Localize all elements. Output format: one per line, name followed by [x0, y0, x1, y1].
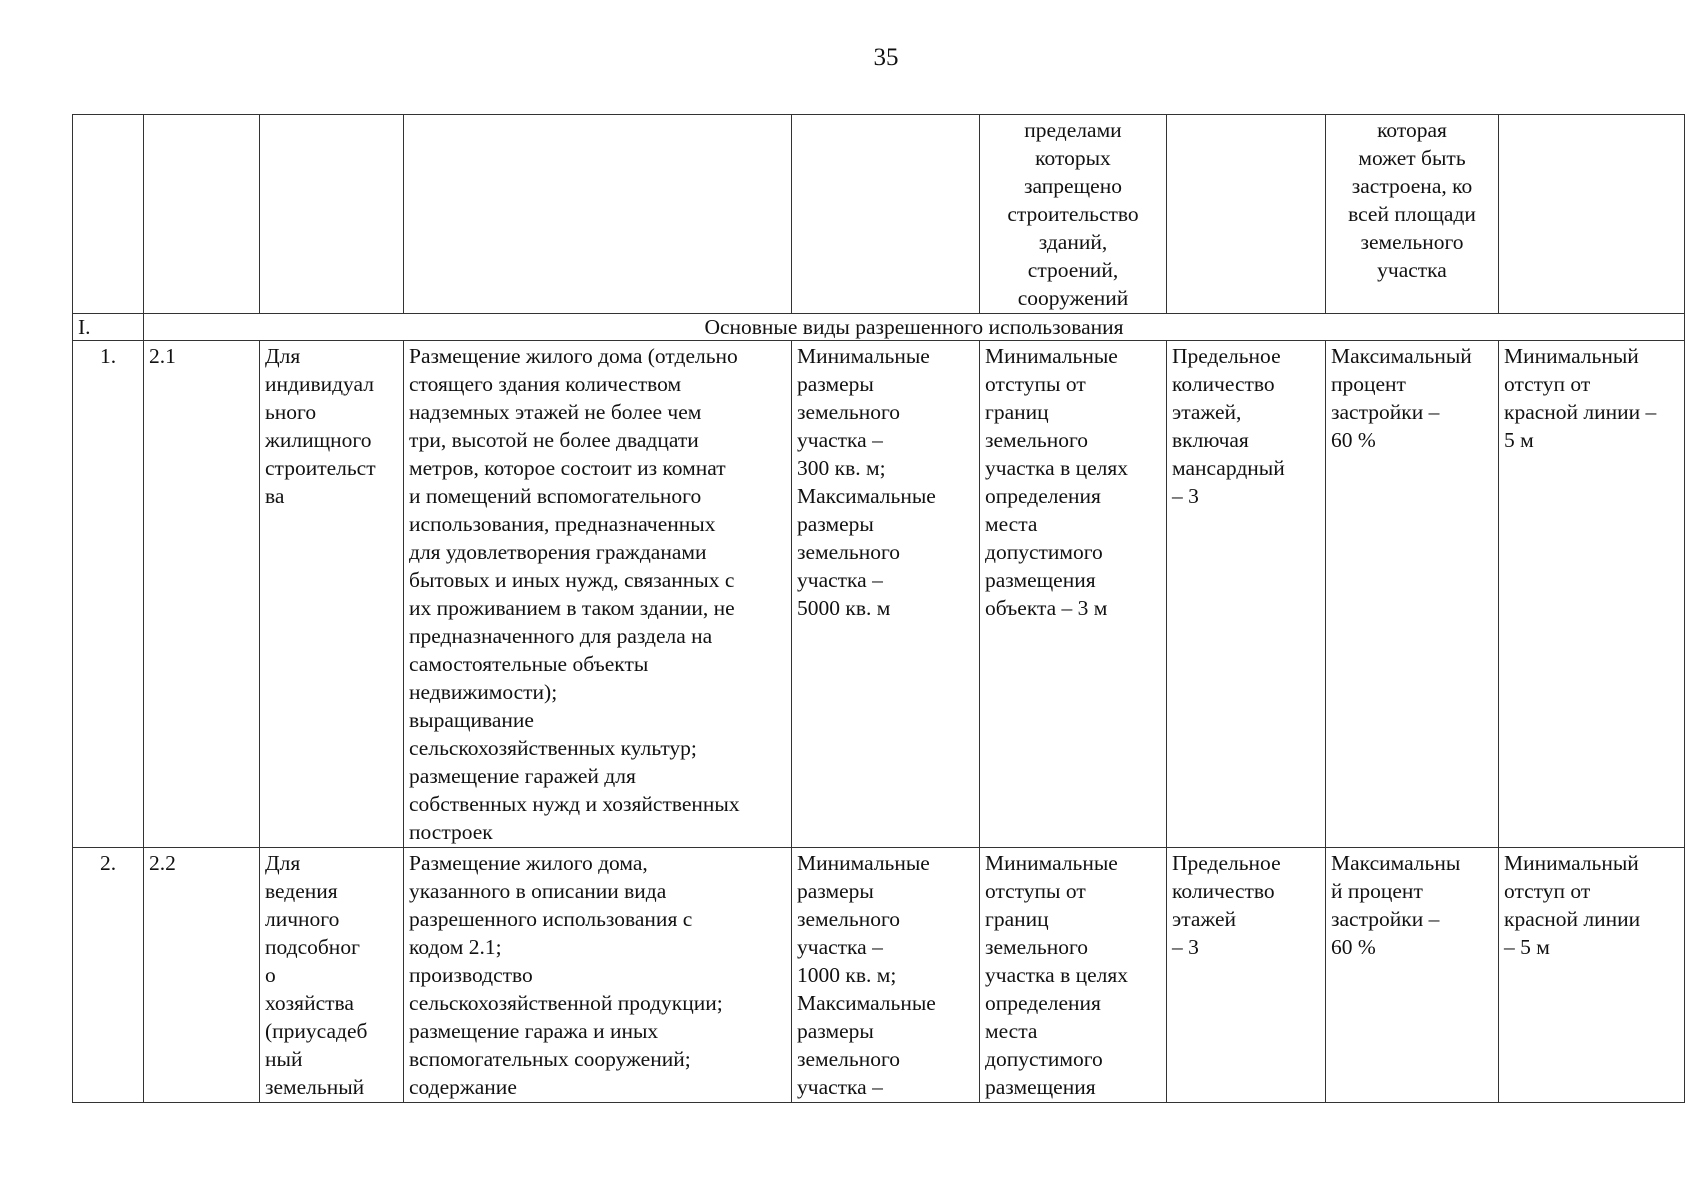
row-red-line: Минимальный отступ от красной линии – 5 м [1499, 341, 1685, 848]
header-cell-empty [73, 115, 144, 314]
row-floors: Предельное количество этажей, включая мансардный – 3 [1167, 341, 1326, 848]
row-use-name: Для ведения личного подсобног о хозяйства (приусадеб ный земельный [260, 848, 404, 1103]
section-title: Основные виды разрешенного использования [144, 314, 1685, 341]
header-continuation-row [73, 115, 1685, 314]
section-row [73, 314, 1685, 341]
row-code: 2.2 [144, 848, 260, 1103]
row-plot-size: Минимальные размеры земельного участка – 1000 кв. м; Максимальные размеры земельного участка – [792, 848, 980, 1103]
row-setbacks: Минимальные отступы от границ земельного участка в целях определения места допустимого размещения объекта – 3 м [980, 341, 1167, 848]
header-cell-empty [792, 115, 980, 314]
table-row [73, 341, 1685, 848]
land-use-regulations-table [72, 114, 1685, 1103]
header-cell-setbacks: пределами которых запрещено строительство зданий, строений, сооружений [980, 115, 1167, 314]
header-cell-coverage: которая может быть застроена, ко всей площади земельного участка [1326, 115, 1499, 314]
row-description: Размещение жилого дома (отдельно стоящего здания количеством надземных этажей не более чем три, высотой не более двадцати метров, которое состоит из комнат и помещений вспомогательного использования, предназначенных для удовлетворения гражданами бытовых и иных нужд, связанных с их проживанием в таком здании, не предназначенного для раздела на самостоятельные объекты недвижимости); выращивание сельскохозяйственных культур; размещение гаражей для собственных нужд и хозяйственных построек [404, 341, 792, 848]
row-code: 2.1 [144, 341, 260, 848]
header-cell-empty [404, 115, 792, 314]
row-description: Размещение жилого дома, указанного в описании вида разрешенного использования с кодом 2.1; производство сельскохозяйственной продукции; размещение гаража и иных вспомогательных сооружений; содержание [404, 848, 792, 1103]
row-floors: Предельное количество этажей – 3 [1167, 848, 1326, 1103]
header-cell-empty [260, 115, 404, 314]
row-coverage: Максимальный процент застройки – 60 % [1326, 341, 1499, 848]
header-cell-empty [1499, 115, 1685, 314]
row-plot-size: Минимальные размеры земельного участка – 300 кв. м; Максимальные размеры земельного участка – 5000 кв. м [792, 341, 980, 848]
row-number: 1. [73, 341, 144, 848]
header-cell-empty [1167, 115, 1326, 314]
page-number: 35 [873, 44, 899, 71]
row-number: 2. [73, 848, 144, 1103]
row-red-line: Минимальный отступ от красной линии – 5 м [1499, 848, 1685, 1103]
header-cell-empty [144, 115, 260, 314]
section-number: I. [73, 314, 144, 341]
row-use-name: Для индивидуал ьного жилищного строительст ва [260, 341, 404, 848]
row-setbacks: Минимальные отступы от границ земельного участка в целях определения места допустимого размещения [980, 848, 1167, 1103]
table-row [73, 848, 1685, 1103]
row-coverage: Максимальны й процент застройки – 60 % [1326, 848, 1499, 1103]
